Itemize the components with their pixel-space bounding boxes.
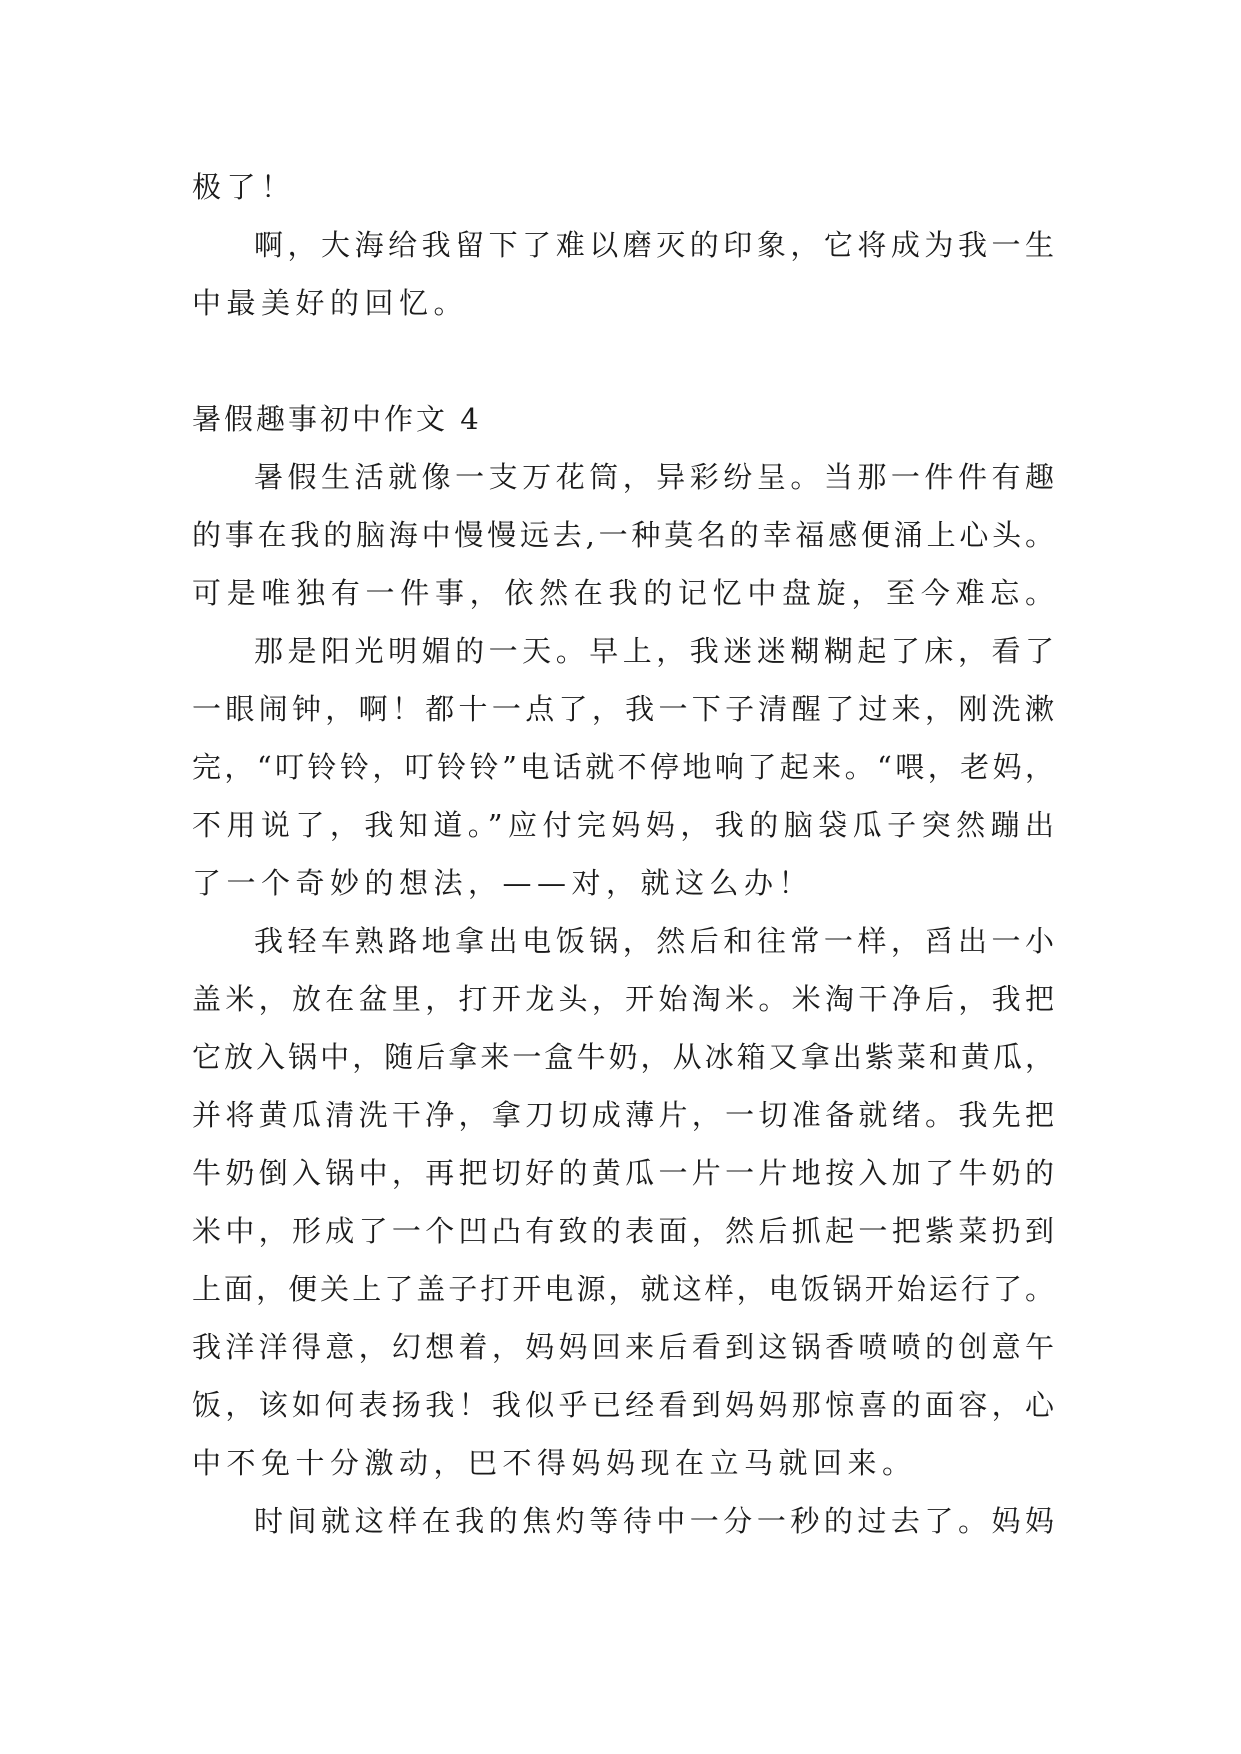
section-title: 暑假趣事初中作文 4 bbox=[192, 402, 482, 436]
paragraph-line: 中不免十分激动，巴不得妈妈现在立马就回来。 bbox=[192, 1446, 917, 1480]
paragraph-line: 并将黄瓜清洗干净，拿刀切成薄片，一切准备就绪。我先把 bbox=[192, 1098, 1054, 1132]
paragraph-line: 时间就这样在我的焦灼等待中一分一秒的过去了。妈妈 bbox=[254, 1504, 1054, 1538]
paragraph-line: 的事在我的脑海中慢慢远去,一种莫名的幸福感便涌上心头。 bbox=[192, 518, 1054, 552]
paragraph-line: 啊，大海给我留下了难以磨灭的印象，它将成为我一生 bbox=[254, 228, 1054, 262]
paragraph-line: 那是阳光明媚的一天。早上，我迷迷糊糊起了床，看了 bbox=[254, 634, 1054, 668]
paragraph-line: 盖米，放在盆里，打开龙头，开始淘米。米淘干净后，我把 bbox=[192, 982, 1054, 1016]
paragraph-line: 米中，形成了一个凹凸有致的表面，然后抓起一把紫菜扔到 bbox=[192, 1214, 1054, 1248]
paragraph-line: 我轻车熟路地拿出电饭锅，然后和往常一样，舀出一小 bbox=[254, 924, 1054, 958]
paragraph-line: 暑假生活就像一支万花筒，异彩纷呈。当那一件件有趣 bbox=[254, 460, 1054, 494]
paragraph-line: 我洋洋得意，幻想着，妈妈回来后看到这锅香喷喷的创意午 bbox=[192, 1330, 1054, 1364]
paragraph-line: 一眼闹钟，啊！都十一点了，我一下子清醒了过来，刚洗漱 bbox=[192, 692, 1054, 726]
paragraph-line: 极了！ bbox=[192, 170, 296, 204]
paragraph-line: 牛奶倒入锅中，再把切好的黄瓜一片一片地按入加了牛奶的 bbox=[192, 1156, 1054, 1190]
paragraph-line: 中最美好的回忆。 bbox=[192, 286, 469, 320]
document-body bbox=[192, 158, 1054, 1550]
paragraph-line: 上面，便关上了盖子打开电源，就这样，电饭锅开始运行了。 bbox=[192, 1272, 1054, 1306]
paragraph-line: 完，“叮铃铃，叮铃铃”电话就不停地响了起来。“喂，老妈， bbox=[192, 750, 1054, 784]
paragraph-line: 了一个奇妙的想法，——对，就这么办！ bbox=[192, 866, 814, 900]
paragraph-line: 饭，该如何表扬我！我似乎已经看到妈妈那惊喜的面容，心 bbox=[192, 1388, 1054, 1422]
section-gap bbox=[192, 332, 1054, 390]
paragraph-line: 它放入锅中，随后拿来一盒牛奶，从冰箱又拿出紫菜和黄瓜， bbox=[192, 1040, 1054, 1074]
paragraph-line: 不用说了，我知道。”应付完妈妈，我的脑袋瓜子突然蹦出 bbox=[192, 808, 1054, 842]
paragraph-line: 可是唯独有一件事，依然在我的记忆中盘旋，至今难忘。 bbox=[192, 576, 1054, 610]
